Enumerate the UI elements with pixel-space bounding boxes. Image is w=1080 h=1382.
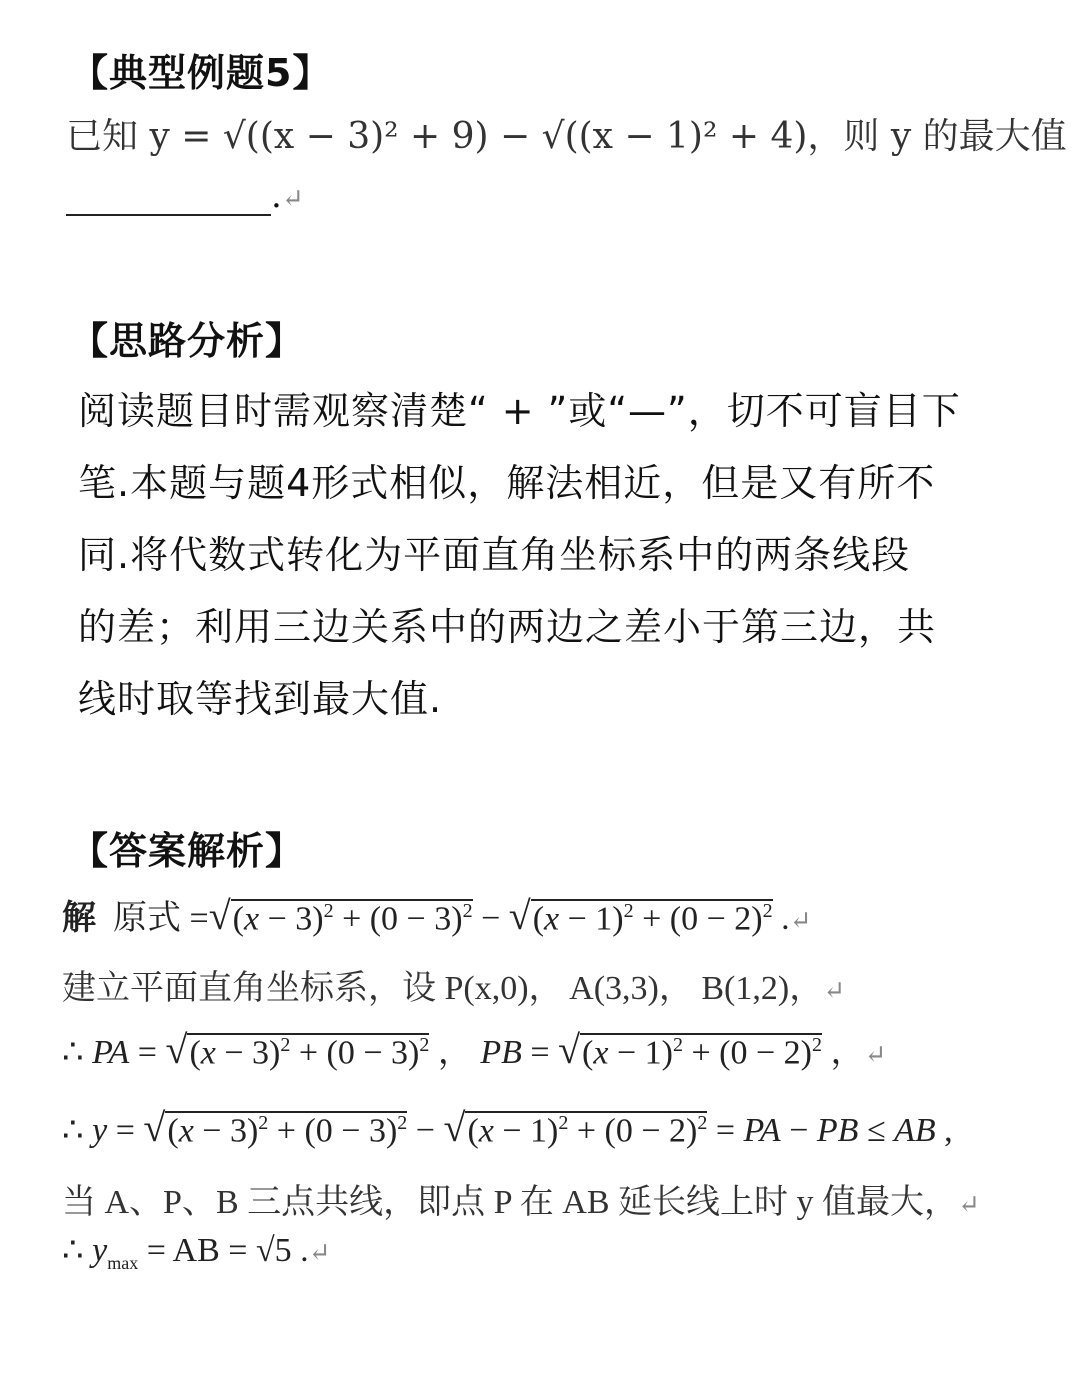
solution-line-5 [62,1174,980,1223]
solution-label: 解 [62,900,96,937]
analysis-line-3: 同.将代数式转化为平面直角坐标系中的两条线段 [78,533,911,577]
solution-line-2 [62,960,845,1009]
return-mark-icon: ↵ [281,184,304,214]
solution-line-3: ∴ PA = $√(x - 3)^2 + (0 - 3)^2$ ， PB = $√(x - 1)^2 + (0 - 2)^2$ ，↵ [62,1027,887,1072]
solution-line-6: ∴ $y_{max}$ = AB = √5 .↵ [62,1232,331,1273]
solution-line-4: ∴ $y = √(x - 3)^2 + (0 - 3)^2 - √(x - 1)^2 + (0 - 2)^2$ = PA − PB ≤ AB , [62,1105,953,1150]
problem-statement [66,108,1067,159]
collinear-condition: 当 A、P、B 三点共线，即点 P 在 AB 延长线上时 y 值最大， [62,1184,959,1221]
analysis-heading: 【思路分析】 [70,319,305,363]
answer-heading: 【答案解析】 [70,829,305,873]
solution-eq-1: $=√(x - 3)^2 + (0 - 3)^2 - √(x - 1)^2 + (0 - 2)^2$ . [189,893,790,938]
analysis-line-4: 的差；利用三边关系中的两边之差小于第三边，共 [78,605,937,649]
answer-blank [66,186,271,216]
example-heading: 【典型例题5】 [70,51,332,95]
solution-prefix: 原式 [113,900,181,937]
return-mark-icon: ↵ [958,1190,980,1219]
coordinate-setup: 建立平面直角坐标系，设 P(x,0)， A(3,3)， B(1,2)， [62,970,824,1007]
analysis-line-2: 笔.本题与题4形式相似，解法相近，但是又有所不 [78,461,936,505]
return-mark-icon: ↵ [823,976,845,1005]
problem-text: 已知 y = √((x − 3)² + 9) − √((x − 1)² + 4)，则 y 的最大值 [66,116,1067,157]
analysis-line-1: 阅读题目时需观察清楚“ + ”或“—”，切不可盲目下 [78,389,961,433]
max-value: = AB = √5 . [146,1232,309,1269]
blank-period: . [271,176,282,216]
max-subscript: max [107,1252,139,1273]
answer-blank-line [66,176,304,216]
analysis-line-5: 线时取等找到最大值. [78,677,443,721]
return-mark-icon: ↵ [864,1040,887,1069]
solution-line-1 [62,890,811,939]
return-mark-icon: ↵ [308,1238,331,1267]
return-mark-icon: ↵ [789,906,812,935]
